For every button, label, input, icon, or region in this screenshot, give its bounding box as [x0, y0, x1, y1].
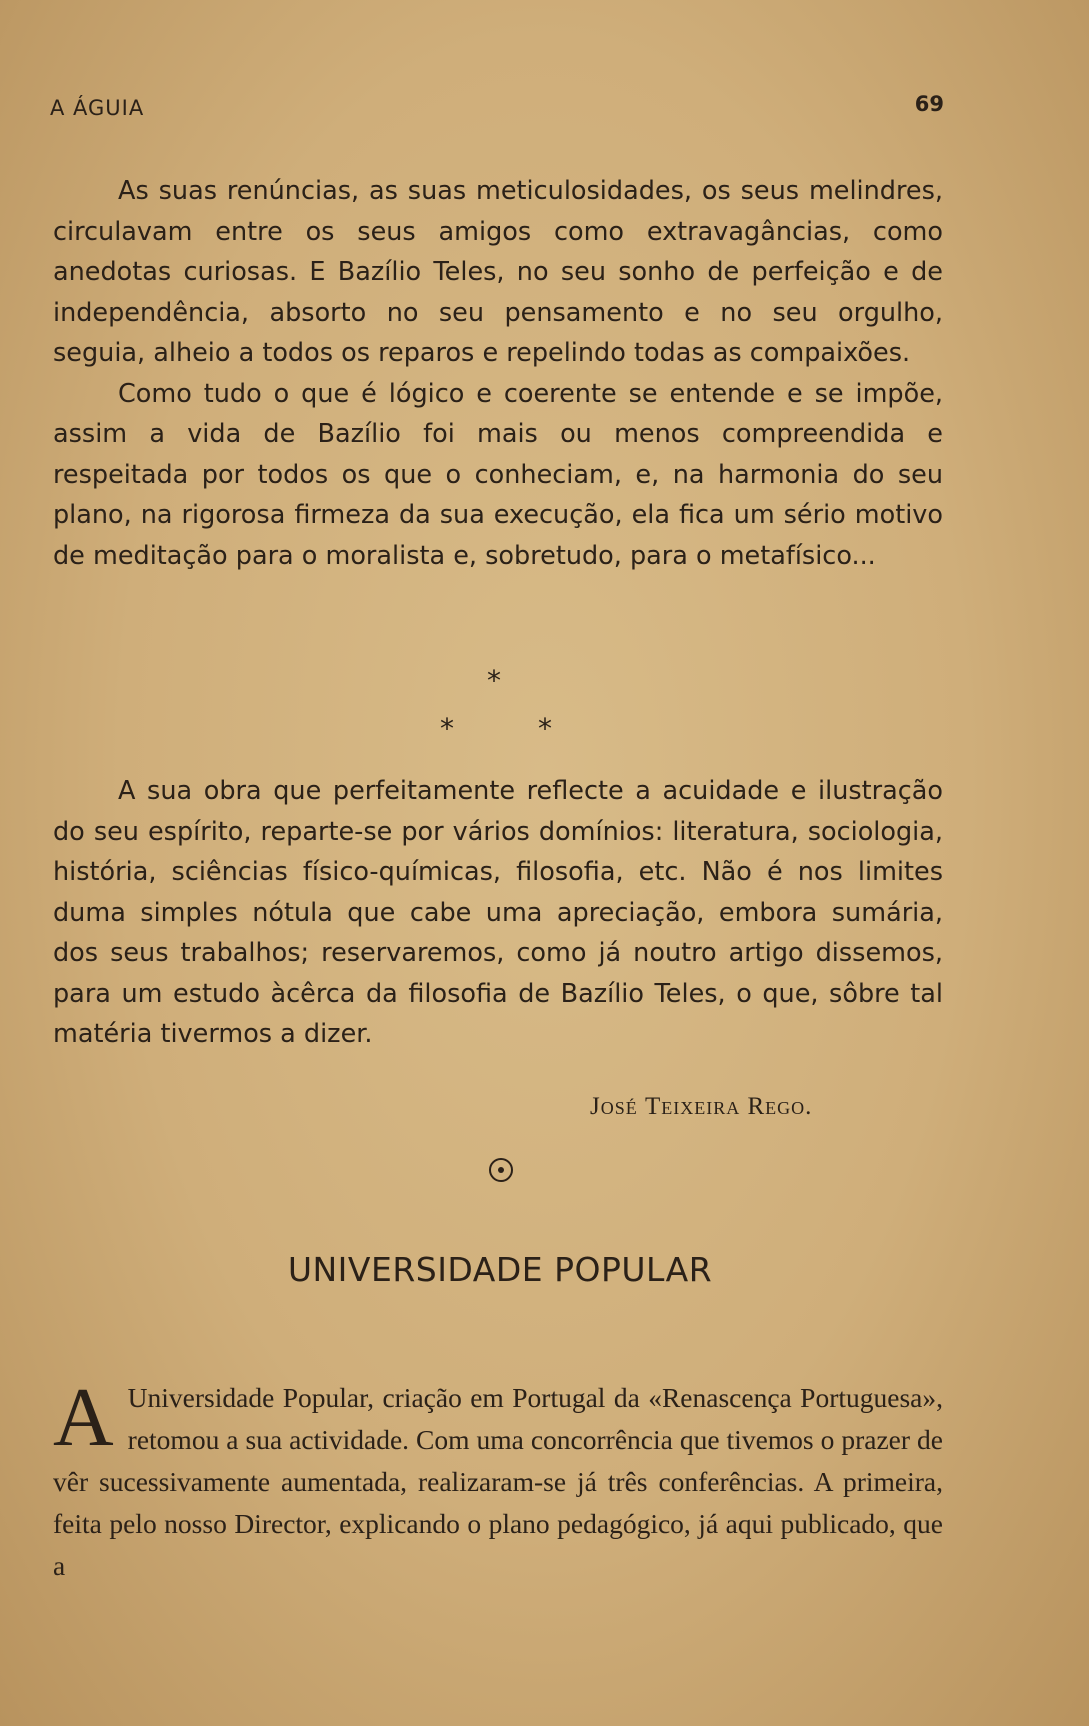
- section-title: UNIVERSIDADE POPULAR: [287, 1250, 713, 1289]
- circle-dot-ornament-icon: [489, 1158, 513, 1182]
- paragraph: Como tudo o que é lógico e coerente se entende e se impõe, assim a vida de Bazílio foi mais ou menos compreendida e respeitada por todos os que o conheciam, e, na harmonia do seu plano, na rigorosa firmeza da sua execução, ela fica um sério motivo de meditação para o moralista e, sobretudo, para o metafísico...: [53, 378, 943, 571]
- section-text: [53, 1371, 943, 1587]
- article-text-block-2: [53, 771, 943, 1055]
- paragraph: Universidade Popular, criação em Portugal da «Renascença Portuguesa», retomou a sua actividade. Com uma concorrência que tivemos o prazer de vêr sucessivamente aumentada, realizaram-se já três conferências. A primeira, feita pelo nosso Director, explicando o plano pedagógico, já aqui publicado, que a: [53, 1382, 943, 1581]
- page-header: [50, 92, 944, 126]
- asterisk: *: [538, 712, 552, 745]
- signature-middle: Teixeira: [644, 1093, 741, 1120]
- author-signature: [590, 1093, 812, 1121]
- paragraph: A sua obra que perfeitamente reflecte a acuidade e ilustração do seu espírito, reparte-se por vários domínios: literatura, sociologia, história, sciências físico-químicas, filosofia, etc. Não é nos limites duma simples nótula que cabe uma apreciação, embora sumária, dos seus trabalhos; reservaremos, como já noutro artigo dissemos, para um estudo àcêrca da filosofia de Bazílio Teles, o que, sôbre tal matéria tivermos a dizer.: [53, 776, 943, 1049]
- page-number: 69: [914, 92, 944, 116]
- asterisk: *: [487, 664, 501, 697]
- signature-first: José: [590, 1093, 638, 1120]
- article-text-block-1: [53, 171, 943, 576]
- drop-cap: A: [53, 1371, 114, 1464]
- asterisk: *: [440, 712, 454, 745]
- signature-last: Rego.: [747, 1093, 813, 1120]
- running-head: A ÁGUIA: [50, 96, 145, 120]
- paragraph: As suas renúncias, as suas meticulosidades, os seus melindres, circulavam entre os seus amigos como extravagâncias, como anedotas curiosas. E Bazílio Teles, no seu sonho de perfeição e de independência, absorto no seu pensamento e no seu orgulho, seguia, alheio a todos os reparos e repelindo todas as compaixões.: [53, 176, 943, 368]
